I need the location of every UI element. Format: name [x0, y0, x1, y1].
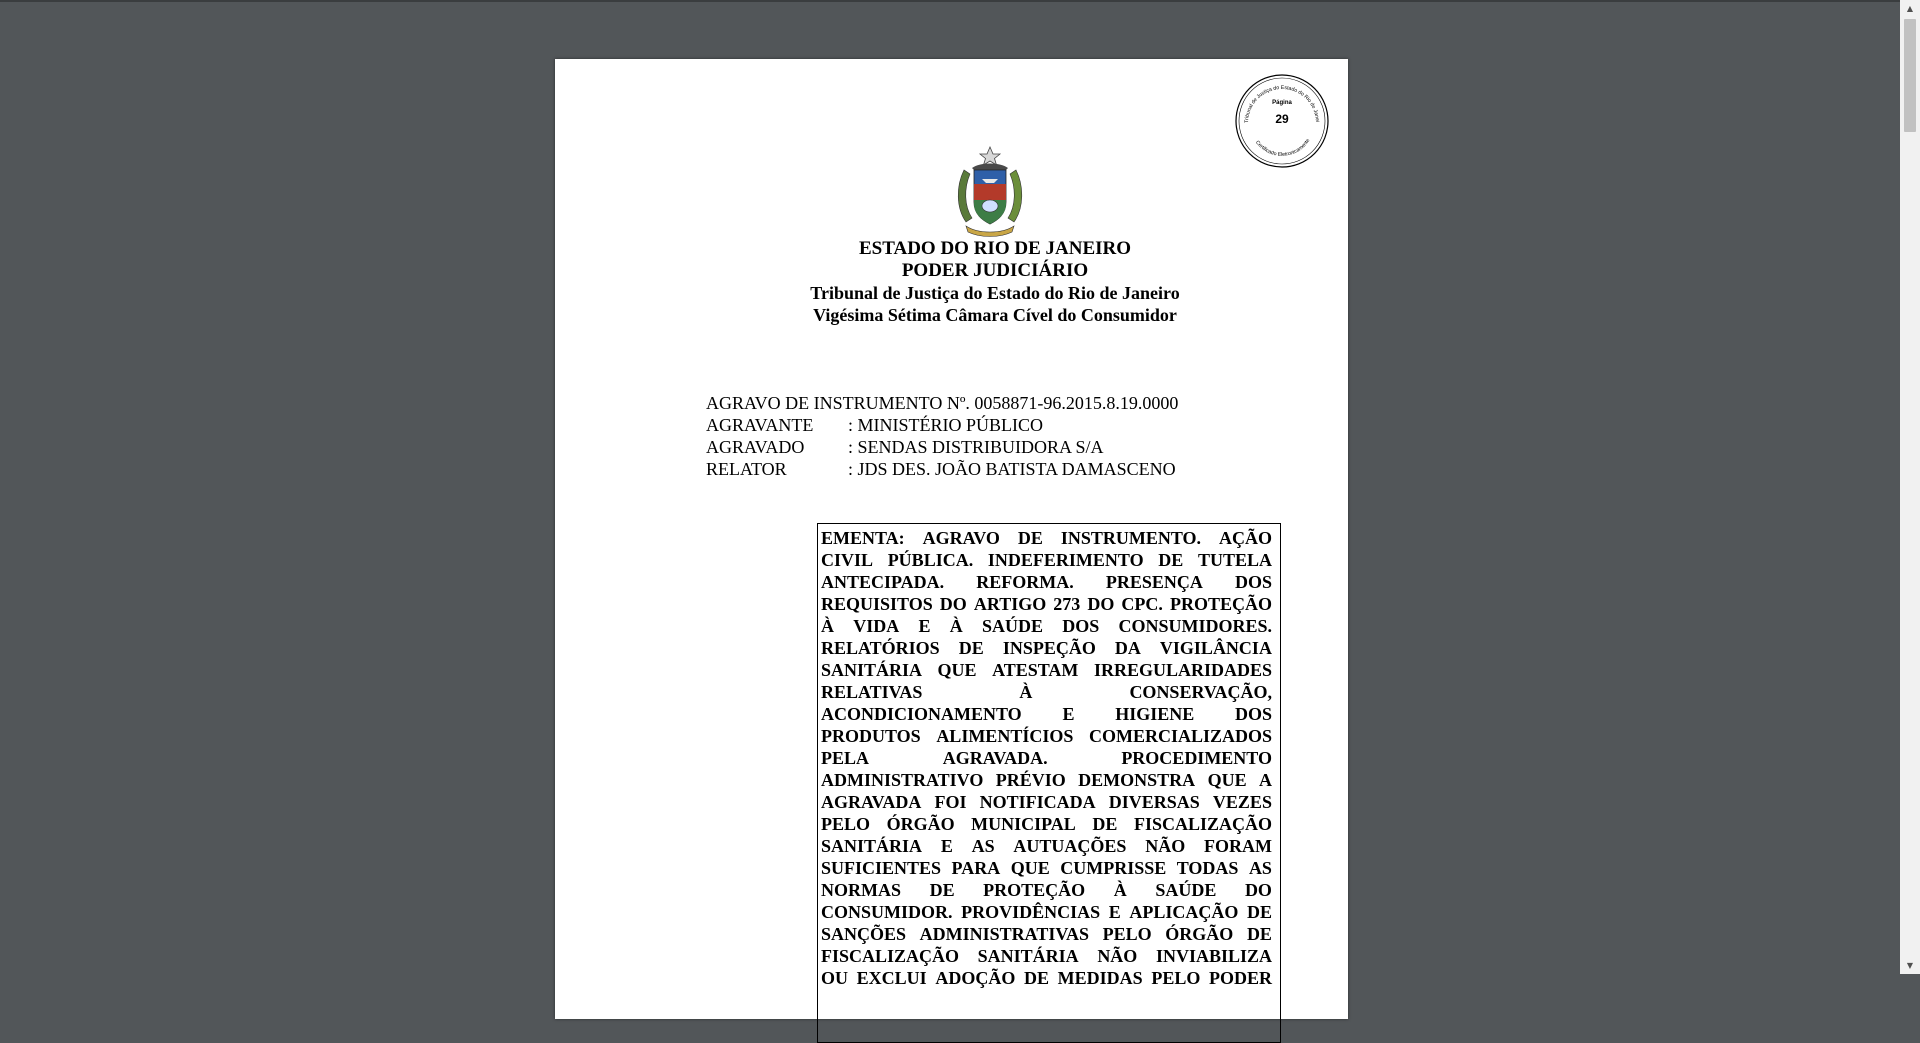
ementa-word: CIVIL [821, 550, 874, 570]
ementa-line [821, 835, 1272, 857]
ementa-line [821, 923, 1272, 945]
rio-de-janeiro-coat-of-arms-icon [954, 146, 1026, 239]
ementa-word: DE [1246, 924, 1272, 944]
ementa-word: PELO [1151, 968, 1201, 988]
ementa-line [821, 769, 1272, 791]
ementa-word: MEDIDAS [1057, 968, 1143, 988]
ementa-word: 273 [1053, 594, 1081, 614]
ementa-word: A [1259, 770, 1272, 790]
party-label: AGRAVANTE [706, 415, 814, 435]
ementa-word: AUTUAÇÕES [1013, 836, 1127, 856]
ementa-word: INDEFERIMENTO [987, 550, 1144, 570]
party-value: : SENDAS DISTRIBUIDORA S/A [848, 437, 1104, 457]
ementa-word: ADMINISTRATIVO [821, 770, 984, 790]
ementa-word: DIVERSAS [1108, 792, 1200, 812]
stamp-label: Página [1272, 100, 1292, 106]
ementa-word: ALIMENTÍCIOS [936, 726, 1074, 746]
ementa-word: À [1019, 682, 1033, 702]
ementa-word: SANITÁRIA [821, 836, 923, 856]
ementa-word: PRESENÇA [1105, 572, 1203, 592]
ementa-word: MUNICIPAL [971, 814, 1076, 834]
ementa-word: FISCALIZAÇÃO [1133, 814, 1272, 834]
ementa-word: OU [821, 968, 848, 988]
ementa-word: AS [1248, 858, 1272, 878]
stamp-arc-top-text: Tribunal de Justiça do Estado do Rio de Janei [1243, 84, 1320, 124]
party-label: AGRAVADO [706, 437, 805, 457]
ementa-word: DOS [1062, 616, 1100, 636]
court-heading [555, 238, 1435, 326]
ementa-word: SANITÁRIA [977, 946, 1079, 966]
ementa-word: QUE [1207, 770, 1247, 790]
ementa-word: FORAM [1204, 836, 1272, 856]
ementa-word: ÓRGÃO [886, 814, 955, 834]
ementa-word: DE [1246, 902, 1272, 922]
scroll-down-arrow-icon[interactable]: ▼ [1906, 961, 1914, 970]
ementa-word: AS [971, 836, 995, 856]
ementa-word: SANITÁRIA [821, 660, 923, 680]
electronic-certification-stamp [1234, 73, 1330, 169]
ementa-word: REQUISITOS [821, 594, 933, 614]
ementa-word: EXCLUI [856, 968, 927, 988]
ementa-word: CONSERVAÇÃO, [1129, 682, 1272, 702]
ementa-line [821, 637, 1272, 659]
ementa-word: DOS [1234, 572, 1272, 592]
ementa-word: DE [1017, 528, 1043, 548]
ementa-word: PÚBLICA. [887, 550, 974, 570]
heading-court: Tribunal de Justiça do Estado do Rio de Janeiro [810, 283, 1180, 303]
heading-state: ESTADO DO RIO DE JANEIRO [858, 238, 1132, 259]
ementa-word: PROCEDIMENTO [1121, 748, 1272, 768]
ementa-word: NOTIFICADA [979, 792, 1096, 812]
ementa-word: E [1062, 704, 1075, 724]
ementa-word: CONSUMIDOR. [821, 902, 953, 922]
ementa-line [821, 901, 1272, 923]
scrollbar-thumb[interactable] [1904, 19, 1916, 132]
document-page [555, 59, 1348, 1019]
ementa-word: AGRAVADA [821, 792, 922, 812]
vertical-scrollbar[interactable] [1900, 0, 1920, 974]
ementa-line [821, 967, 1272, 989]
heading-chamber: Vigésima Sétima Câmara Cível do Consumidor [813, 305, 1177, 325]
ementa-word: HIGIENE [1115, 704, 1195, 724]
ementa-word: PROTEÇÃO [1169, 594, 1272, 614]
ementa-word: PRODUTOS [821, 726, 921, 746]
ementa-word: PROVIDÊNCIAS [961, 902, 1101, 922]
ementa-word: PELO [1102, 924, 1152, 944]
ementa-word: PODER [1209, 968, 1272, 988]
ementa-word: CUMPRISSE [1060, 858, 1167, 878]
scroll-up-arrow-icon[interactable]: ▲ [1906, 4, 1914, 13]
ementa-word: SAÚDE [981, 616, 1043, 636]
ementa-word: E [940, 836, 953, 856]
ementa-word: TUTELA [1197, 550, 1272, 570]
ementa-word: FOI [934, 792, 967, 812]
ementa-word: RELATÓRIOS [821, 638, 940, 658]
ementa-word: À [949, 616, 963, 636]
party-value: : MINISTÉRIO PÚBLICO [848, 415, 1044, 435]
ementa-word: E [918, 616, 931, 636]
ementa-word: ACONDICIONAMENTO [821, 704, 1022, 724]
heading-branch: PODER JUDICIÁRIO [901, 260, 1089, 281]
ementa-word: PELA [821, 748, 870, 768]
ementa-word: AÇÃO [1218, 528, 1272, 548]
ementa-word: DE [929, 880, 955, 900]
ementa-word: DO [939, 594, 967, 614]
ementa-word: DO [1087, 594, 1115, 614]
ementa-word: DEMONSTRA [1078, 770, 1196, 790]
party-value: : JDS DES. JOÃO BATISTA DAMASCENO [848, 459, 1176, 479]
ementa-word: DA [1114, 638, 1141, 658]
ementa-word: À [1113, 880, 1127, 900]
stamp-page-number: 29 [1275, 112, 1289, 126]
ementa-line [821, 549, 1272, 571]
ementa-word: CPC. [1121, 594, 1163, 614]
ementa-word: REFORMA. [976, 572, 1074, 592]
ementa-word: VIGILÂNCIA [1159, 638, 1272, 658]
ementa-line [821, 681, 1272, 703]
party-label: RELATOR [706, 459, 787, 479]
case-info [706, 392, 1178, 480]
ementa-word: INVIABILIZA [1155, 946, 1272, 966]
stamp-arc-bottom-text: Certificado Eletronicamente [1254, 137, 1312, 158]
ementa-word: DE [1158, 550, 1184, 570]
window-top-edge [0, 0, 1920, 2]
party-row [706, 414, 1178, 436]
party-row [706, 458, 1178, 480]
ementa-word: AGRAVADA. [942, 748, 1048, 768]
ementa-word: DO [1244, 880, 1272, 900]
ementa-line [821, 571, 1272, 593]
ementa-word: DE [1023, 968, 1049, 988]
ementa-word: ATESTAM [992, 660, 1079, 680]
ementa-line [821, 703, 1272, 725]
ementa-word: E [1108, 902, 1121, 922]
ementa-word: À [821, 616, 834, 636]
ementa-word: ANTECIPADA. [821, 572, 945, 592]
ementa-word: PARA [951, 858, 1001, 878]
ementa-line [821, 527, 1272, 549]
ementa-word: INSPEÇÃO [1002, 638, 1096, 658]
ementa-word: DOS [1234, 704, 1272, 724]
ementa-word: QUE [937, 660, 977, 680]
ementa-word: DE [1092, 814, 1118, 834]
ementa-word: PELO [821, 814, 871, 834]
ementa-word: IRREGULARIDADES [1093, 660, 1272, 680]
ementa-word: AGRAVO [922, 528, 1000, 548]
ementa-word: FISCALIZAÇÃO [821, 946, 960, 966]
ementa-word: NÃO [1097, 946, 1138, 966]
ementa-line [821, 659, 1272, 681]
ementa-word: CONSUMIDORES. [1118, 616, 1272, 636]
ementa-word: NÃO [1145, 836, 1186, 856]
ementa-line [821, 791, 1272, 813]
ementa-word: PRÉVIO [995, 770, 1066, 790]
ementa-word: VIDA [853, 616, 900, 636]
ementa-line [821, 725, 1272, 747]
ementa-line [821, 747, 1272, 769]
ementa-word: NORMAS [821, 880, 901, 900]
ementa-word: COMERCIALIZADOS [1088, 726, 1272, 746]
ementa-line [821, 857, 1272, 879]
ementa-word: EMENTA: [821, 528, 905, 548]
case-title: AGRAVO DE INSTRUMENTO Nº. 0058871-96.2015.8.19.0000 [706, 393, 1179, 413]
ementa-word: PROTEÇÃO [983, 880, 1086, 900]
ementa-word: INSTRUMENTO. [1060, 528, 1202, 548]
ementa-word: VEZES [1212, 792, 1272, 812]
ementa-word: SANÇÕES [821, 924, 907, 944]
ementa-word: SAÚDE [1155, 880, 1217, 900]
ementa-word: DE [958, 638, 984, 658]
ementa-word: APLICAÇÃO [1129, 902, 1239, 922]
ementa-line [821, 813, 1272, 835]
ementa-word: SUFICIENTES [821, 858, 942, 878]
ementa-word: ARTIGO [973, 594, 1047, 614]
ementa-word: ADOÇÃO [935, 968, 1016, 988]
ementa-box [817, 523, 1281, 1043]
ementa-word: ADMINISTRATIVAS [919, 924, 1090, 944]
ementa-word: ÓRGÃO [1165, 924, 1234, 944]
ementa-line [821, 593, 1272, 615]
ementa-word: TODAS [1176, 858, 1239, 878]
party-row [706, 436, 1178, 458]
ementa-word: RELATIVAS [821, 682, 923, 702]
ementa-line [821, 879, 1272, 901]
ementa-line [821, 615, 1272, 637]
ementa-line [821, 945, 1272, 967]
ementa-word: QUE [1010, 858, 1050, 878]
